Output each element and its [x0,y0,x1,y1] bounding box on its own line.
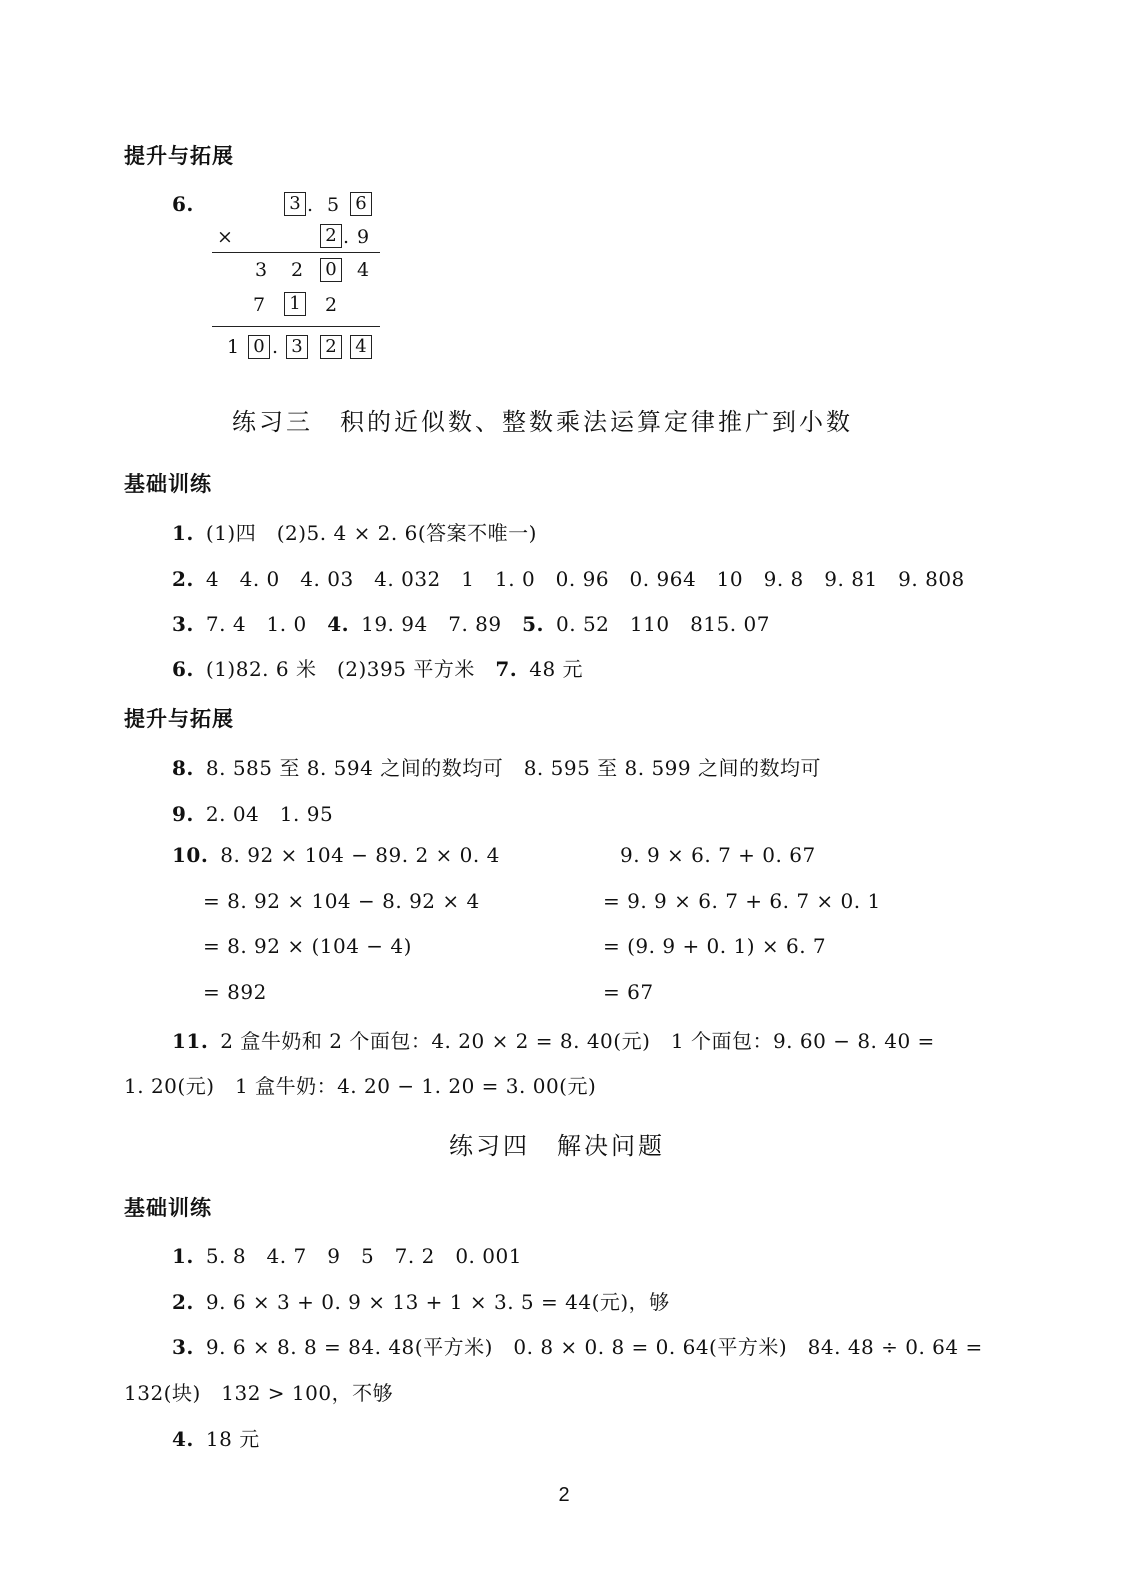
answer-box: 0 [320,258,342,282]
answer-line: 1. 5. 8 4. 7 9 5 7. 2 0. 001 [172,1244,522,1268]
computation-step: 9. 9 × 6. 7 + 0. 67 [620,843,816,867]
page-number: 2 [558,1484,570,1506]
answer-box: 4 [350,335,372,359]
section-heading-advanced: 提升与拓展 [124,707,234,731]
computation-step: = 8. 92 × (104 − 4) [203,934,412,958]
computation-step: = 8. 92 × 104 − 8. 92 × 4 [203,889,480,913]
question-number: 6. [172,192,194,216]
section-heading-basic: 基础训练 [124,1196,212,1220]
digit: 4 [356,259,370,281]
answer-line-continued: 132(块) 132 > 100，不够 [124,1381,394,1405]
digit: 2 [290,259,304,281]
answer-box: 0 [248,335,270,359]
digit: 2 [324,294,338,316]
answer-line: 3. 7. 4 1. 0 4. 19. 94 7. 89 5. 0. 52 110 815. 07 [172,612,770,636]
answer-box: 2 [320,335,342,359]
answer-line: 1. (1)四 (2)5. 4 × 2. 6(答案不唯一) [172,521,537,545]
rule-line [212,252,380,253]
decimal-point: . [342,226,350,248]
answer-box: 3 [284,192,306,216]
computation-step: = 67 [603,980,654,1004]
rule-line [212,326,380,327]
answer-box: 1 [284,292,306,316]
exercise-title: 练习三 积的近似数、整数乘法运算定律推广到小数 [232,408,853,436]
answer-line: 11. 2 盒牛奶和 2 个面包：4. 20 × 2 = 8. 40(元) 1 个面包：9. 60 − 8. 40 = [172,1029,935,1053]
times-sign: × [217,226,233,248]
answer-line: 6. (1)82. 6 米 (2)395 平方米 7. 48 元 [172,657,584,681]
answer-box: 3 [286,335,308,359]
computation-step: = 892 [203,980,267,1004]
computation-step: = (9. 9 + 0. 1) × 6. 7 [603,934,827,958]
section-heading-basic: 基础训练 [124,472,212,496]
exercise-title: 练习四 解决问题 [449,1132,665,1160]
digit: 1 [226,336,240,358]
answer-line: 8. 8. 585 至 8. 594 之间的数均可 8. 595 至 8. 599 之间的数均可 [172,756,821,780]
digit: 3 [254,259,268,281]
answer-line: 3. 9. 6 × 8. 8 = 84. 48(平方米) 0. 8 × 0. 8 = 0. 64(平方米) 84. 48 ÷ 0. 64 = [172,1335,983,1359]
computation-step: = 9. 9 × 6. 7 + 6. 7 × 0. 1 [603,889,881,913]
decimal-point: . [271,336,279,358]
answer-line: 2. 4 4. 0 4. 03 4. 032 1 1. 0 0. 96 0. 964 10 9. 8 9. 81 9. 808 [172,567,965,591]
decimal-point: . [306,194,314,216]
section-heading-advanced: 提升与拓展 [124,144,234,168]
answer-line: 9. 2. 04 1. 95 [172,802,334,826]
answer-box: 6 [350,192,372,216]
digit: 5 [326,194,340,216]
answer-box: 2 [320,224,342,248]
answer-line-continued: 1. 20(元) 1 盒牛奶：4. 20 − 1. 20 = 3. 00(元) [124,1074,597,1098]
answer-line: 2. 9. 6 × 3 + 0. 9 × 13 + 1 × 3. 5 = 44(元)，够 [172,1290,670,1314]
digit: 9 [356,226,370,248]
digit: 7 [252,294,266,316]
answer-line: 10. 8. 92 × 104 − 89. 2 × 0. 4 [172,843,500,867]
answer-line: 4. 18 元 [172,1427,260,1451]
